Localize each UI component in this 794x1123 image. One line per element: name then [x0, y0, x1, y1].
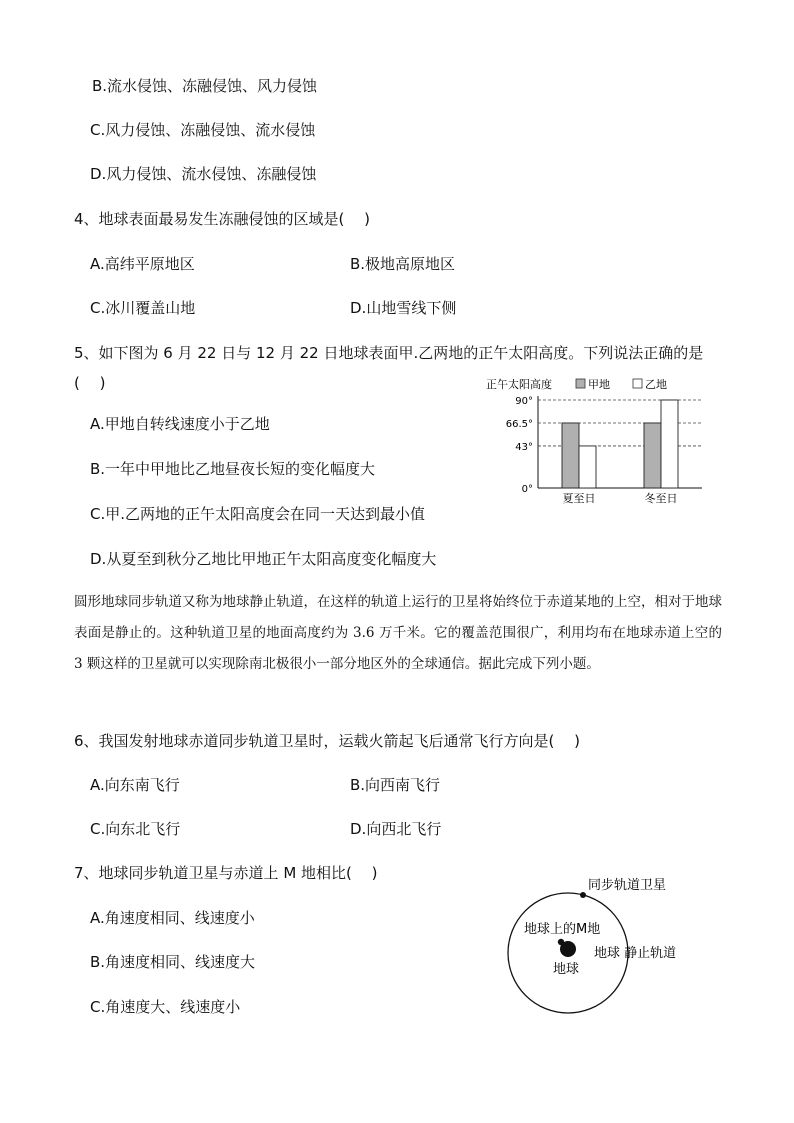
satellite-label: 同步轨道卫星	[588, 878, 667, 893]
legend-label-jia: 甲地	[588, 378, 610, 391]
reading-passage: 圆形地球同步轨道又称为地球静止轨道，在这样的轨道上运行的卫星将始终位于赤道某地的上空，相对于地球表面是静止的。这种轨道卫星的地面高度约为 3.6 万千米。它的覆盖范围很广，利用均布在地球赤道上空的 3 颗这样的卫星就可以实现除南北极很小一部分地区外的全球通信。据此完成下列小题。	[74, 594, 722, 672]
q3-option-d: D.风力侵蚀、流水侵蚀、冻融侵蚀	[90, 165, 317, 183]
q5-option-a: A.甲地自转线速度小于乙地	[90, 415, 270, 433]
q6-option-c: C.向东北飞行	[90, 820, 181, 838]
y-tick-label: 66.5°	[505, 418, 533, 430]
y-tick-label: 90°	[515, 396, 533, 407]
solar-altitude-chart	[480, 372, 710, 512]
chart-ylabel: 正午太阳高度	[486, 378, 552, 391]
satellite-dot	[580, 892, 586, 898]
q4-option-a: A.高纬平原地区	[90, 255, 195, 273]
q7-option-b: B.角速度相同、线速度大	[90, 953, 256, 971]
q5-option-d: D.从夏至到秋分乙地比甲地正午太阳高度变化幅度大	[90, 550, 437, 568]
q7-stem: 7、地球同步轨道卫星与赤道上 M 地相比( )	[74, 864, 378, 882]
q5-stem-cont: ( )	[74, 374, 106, 392]
orbit-name-label: 地球 静止轨道	[594, 946, 677, 961]
q7-option-a: A.角速度相同、线速度小	[90, 909, 255, 927]
y-tick-label: 0°	[521, 484, 533, 495]
q5-stem: 5、如下图为 6 月 22 日与 12 月 22 日地球表面甲.乙两地的正午太阳高度。下列说法正确的是	[74, 344, 704, 362]
y-tick-label: 43°	[515, 441, 533, 453]
earth-label: 地球	[553, 962, 580, 977]
q3-option-b: B.流水侵蚀、冻融侵蚀、风力侵蚀	[92, 77, 318, 95]
legend-label-yi: 乙地	[645, 378, 667, 391]
x-tick-label: 冬至日	[644, 492, 678, 505]
bar	[661, 400, 678, 488]
orbit-diagram	[500, 865, 730, 1035]
bar	[644, 423, 661, 488]
bar	[562, 423, 579, 488]
q4-option-b: B.极地高原地区	[350, 255, 456, 273]
m-place-dot	[558, 939, 564, 945]
m-place-label: 地球上的M地	[524, 922, 601, 937]
q3-option-c: C.风力侵蚀、冻融侵蚀、流水侵蚀	[90, 121, 316, 139]
q5-option-c: C.甲.乙两地的正午太阳高度会在同一天达到最小值	[90, 505, 426, 523]
x-tick-label: 夏至日	[562, 492, 596, 505]
q6-stem: 6、我国发射地球赤道同步轨道卫星时，运载火箭起飞后通常飞行方向是( )	[74, 732, 581, 750]
q7-option-c: C.角速度大、线速度小	[90, 998, 241, 1016]
q6-option-a: A.向东南飞行	[90, 776, 180, 794]
q4-option-d: D.山地雪线下侧	[350, 299, 457, 317]
q4-stem: 4、地球表面最易发生冻融侵蚀的区域是( )	[74, 210, 371, 228]
q4-option-c: C.冰川覆盖山地	[90, 299, 196, 317]
legend-swatch-jia	[576, 379, 585, 388]
q5-option-b: B.一年中甲地比乙地昼夜长短的变化幅度大	[90, 460, 376, 478]
q6-option-d: D.向西北飞行	[350, 820, 442, 838]
legend-swatch-yi	[633, 379, 642, 388]
q6-option-b: B.向西南飞行	[350, 776, 441, 794]
bar	[579, 446, 596, 488]
